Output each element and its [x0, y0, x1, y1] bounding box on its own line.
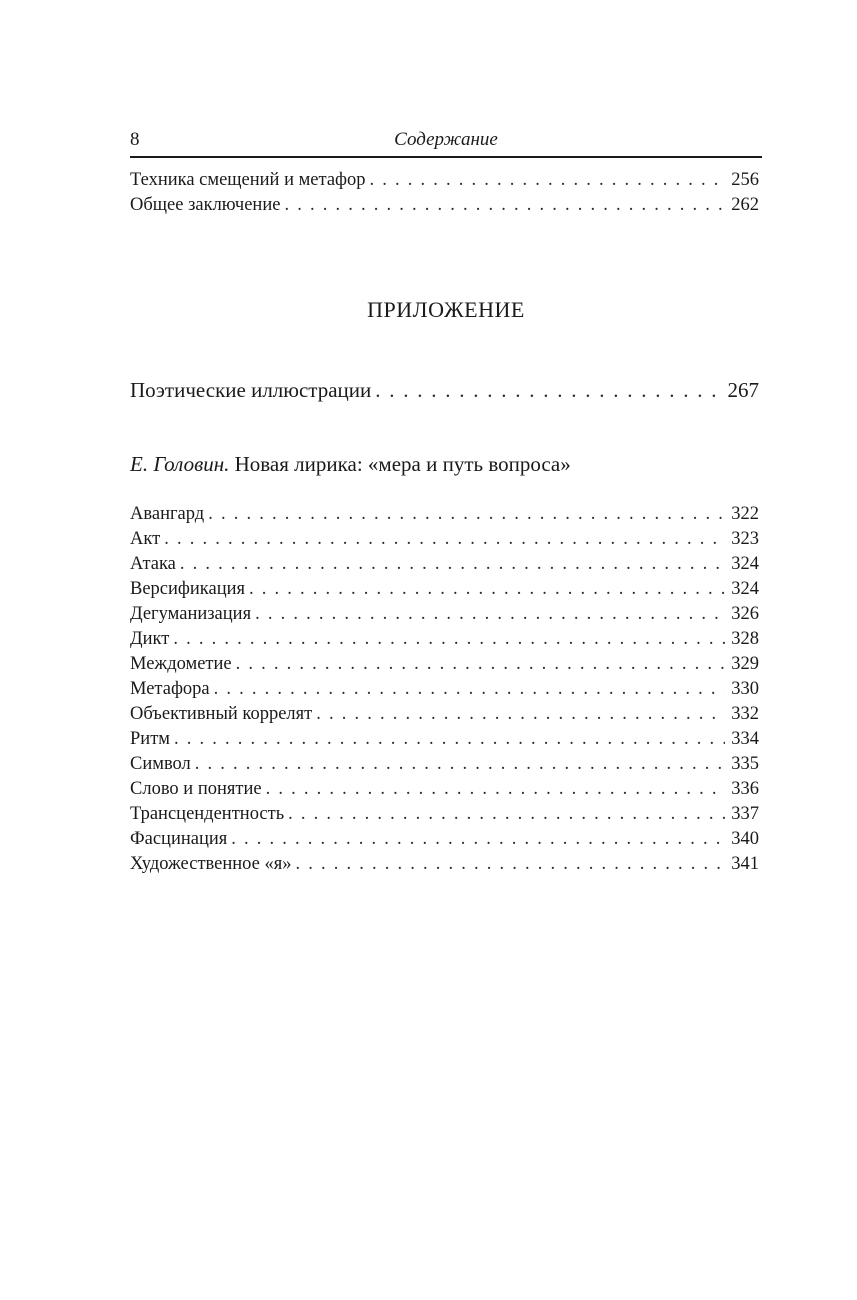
dot-leader — [231, 827, 725, 852]
toc-entry-title: Символ — [130, 754, 191, 774]
toc-entry-title: Общее заключение — [130, 195, 281, 215]
dot-leader — [173, 627, 725, 652]
dot-leader — [375, 375, 721, 405]
dot-leader — [208, 502, 725, 527]
toc-entry[interactable] — [130, 168, 759, 193]
toc-entry-page: 326 — [731, 604, 759, 624]
toc-top-list — [130, 168, 759, 218]
toc-entry-page: 324 — [731, 554, 759, 574]
toc-entry[interactable] — [130, 502, 759, 527]
appendix-heading: ПРИЛОЖЕНИЕ — [367, 297, 525, 322]
essay-heading: Новая лирика: «мера и путь вопроса» — [234, 452, 571, 476]
toc-entry-page: 329 — [731, 654, 759, 674]
toc-entry[interactable] — [130, 677, 759, 702]
toc-entry-page: 334 — [731, 729, 759, 749]
toc-entry-title: Ритм — [130, 729, 170, 749]
dot-leader — [214, 677, 726, 702]
running-head — [130, 126, 762, 156]
dot-leader — [180, 552, 725, 577]
toc-entry-page: 341 — [731, 854, 759, 874]
toc-entry[interactable] — [130, 193, 759, 218]
toc-entry[interactable] — [130, 827, 759, 852]
page-number: 8 — [130, 129, 140, 150]
dot-leader — [284, 193, 725, 218]
toc-entry-page: 340 — [731, 829, 759, 849]
dot-leader — [316, 702, 725, 727]
running-title: Содержание — [394, 129, 498, 150]
toc-entry-title: Атака — [130, 554, 176, 574]
appendix-main-entry-list — [130, 375, 759, 405]
toc-entry[interactable] — [130, 652, 759, 677]
toc-entry[interactable] — [130, 552, 759, 577]
toc-entry[interactable] — [130, 727, 759, 752]
toc-entry[interactable] — [130, 752, 759, 777]
toc-entry-page: 332 — [731, 704, 759, 724]
toc-entry-page: 328 — [731, 629, 759, 649]
toc-entry-title: Фасцинация — [130, 829, 228, 849]
toc-entry-title: Версификация — [130, 579, 246, 599]
toc-entry-page: 267 — [727, 378, 759, 402]
toc-entry-title: Междометие — [130, 654, 232, 674]
dot-leader — [370, 168, 726, 193]
dot-leader — [249, 577, 725, 602]
toc-entry-page: 330 — [731, 679, 759, 699]
dot-leader — [174, 727, 725, 752]
toc-entry-title: Поэтические иллюстрации — [130, 378, 372, 402]
toc-entry-title: Акт — [130, 529, 161, 549]
essay-author: Е. Головин. — [130, 452, 230, 476]
toc-entry-page: 337 — [731, 804, 759, 824]
toc-entry-page: 336 — [731, 779, 759, 799]
dot-leader — [255, 602, 725, 627]
toc-entry-title: Слово и понятие — [130, 779, 262, 799]
toc-entry-page: 335 — [731, 754, 759, 774]
toc-entry-title: Техника смещений и метафор — [130, 170, 366, 190]
toc-entry[interactable] — [130, 527, 759, 552]
toc-entry-page: 323 — [731, 529, 759, 549]
dot-leader — [195, 752, 725, 777]
toc-entry-title: Дегуманизация — [130, 604, 252, 624]
toc-entry-page: 322 — [731, 504, 759, 524]
dot-leader — [164, 527, 725, 552]
dot-leader — [296, 852, 726, 877]
toc-entry-page: 324 — [731, 579, 759, 599]
toc-entry-page: 256 — [731, 170, 759, 190]
essay-title[interactable] — [130, 449, 762, 479]
toc-entry-poetic-illustrations[interactable] — [130, 375, 759, 405]
terms-list — [130, 502, 759, 877]
dot-leader — [236, 652, 726, 677]
dot-leader — [288, 802, 725, 827]
toc-entry-page: 262 — [731, 195, 759, 215]
toc-entry-title: Дикт — [130, 629, 170, 649]
toc-entry-title: Художественное «я» — [130, 854, 292, 874]
toc-entry[interactable] — [130, 777, 759, 802]
toc-entry-title: Метафора — [130, 679, 210, 699]
toc-entry[interactable] — [130, 627, 759, 652]
toc-entry[interactable] — [130, 577, 759, 602]
toc-entry[interactable] — [130, 852, 759, 877]
toc-entry-title: Авангард — [130, 504, 205, 524]
toc-entry[interactable] — [130, 702, 759, 727]
toc-entry-title: Объективный коррелят — [130, 704, 313, 724]
header-rule — [130, 156, 762, 158]
toc-entry[interactable] — [130, 602, 759, 627]
toc-entry-title: Трансцендентность — [130, 804, 285, 824]
toc-entry[interactable] — [130, 802, 759, 827]
dot-leader — [266, 777, 726, 802]
